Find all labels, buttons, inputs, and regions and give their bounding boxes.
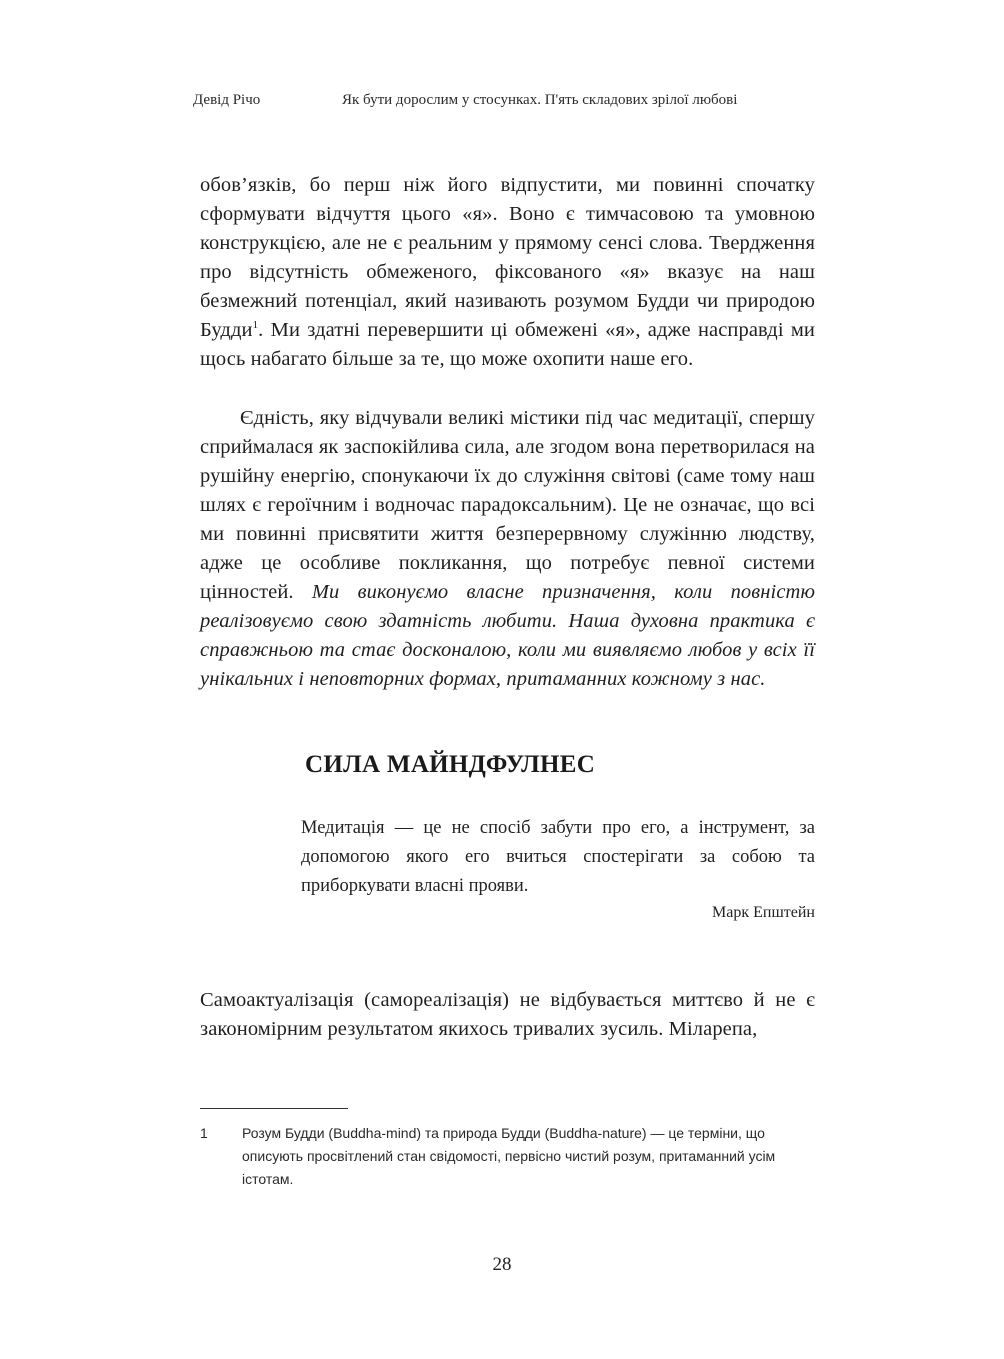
running-head-author: Девід Річо	[193, 92, 261, 108]
footnote-text: Розум Будди (Buddha-mind) та природа Будди (Buddha-nature) — це терміни, що описують просвітлений стан свідомості, первісно чистий розум, притаманний усім істотам.	[242, 1125, 776, 1187]
footnote-reference[interactable]: 1	[252, 319, 259, 332]
italic-emphasis: Ми виконуємо власне призначення, коли повністю реалізовуємо свою здатність любити. Наша духовна практика є справжньою та стає досконалою, коли ми виявляємо любов у всіх її унікальних і неповторних формах, притаманних кожному з нас.	[200, 581, 815, 690]
paragraph-text: обов’язків, бо перш ніж його відпустити, ми повинні спочатку сформувати відчуття цього «я». Воно є тимчасовою та умовною конструкцією, але не є реальним у прямому сенсі слова. Твердження про відсутність обмеженого, фіксованого «я» вказує на наш безмежний потенціал, який називають розумом Будди чи природою Будди	[200, 174, 815, 341]
body-paragraph	[200, 171, 815, 374]
body-paragraph	[200, 404, 815, 694]
epigraph-author: Марк Епштейн	[712, 904, 815, 921]
epigraph	[301, 814, 815, 901]
footnote-divider	[200, 1108, 348, 1109]
epigraph-quote: Медитація — це не спосіб забути про его, а інструмент, за допомогою якого его вчиться спостерігати за собою та приборкувати власні прояви.	[301, 818, 815, 896]
footnote-number: 1	[200, 1125, 208, 1141]
paragraph-text: . Ми здатні перевершити ці обмежені «я», адже насправді ми щось набагато більше за те, що може охопити наше его.	[200, 319, 815, 370]
section-heading: СИЛА МАЙНДФУЛНЕС	[305, 751, 596, 778]
paragraph-text: Самоактуалізація (самореалізація) не відбувається миттєво й не є закономірним результатом якихось тривалих зусиль. Міларепа,	[200, 989, 815, 1040]
footnote	[200, 1122, 800, 1191]
running-head-book-title: Як бути дорослим у стосунках. П'ять складових зрілої любові	[342, 92, 738, 108]
page-number: 28	[492, 1254, 512, 1275]
paragraph-text: Єдність, яку відчували великі містики під час медитації, спершу сприймалася як заспокійлива сила, але згодом вона перетворилася на рушійну енергію, спонукаючи їх до служіння світові (саме тому наш шлях є героїчним і водночас парадоксальним). Це не означає, що всі ми повинні присвятити життя безперервному служінню людству, адже це особливе покликання, що потребує певної системи цінностей.	[200, 407, 815, 603]
body-paragraph	[200, 986, 815, 1044]
